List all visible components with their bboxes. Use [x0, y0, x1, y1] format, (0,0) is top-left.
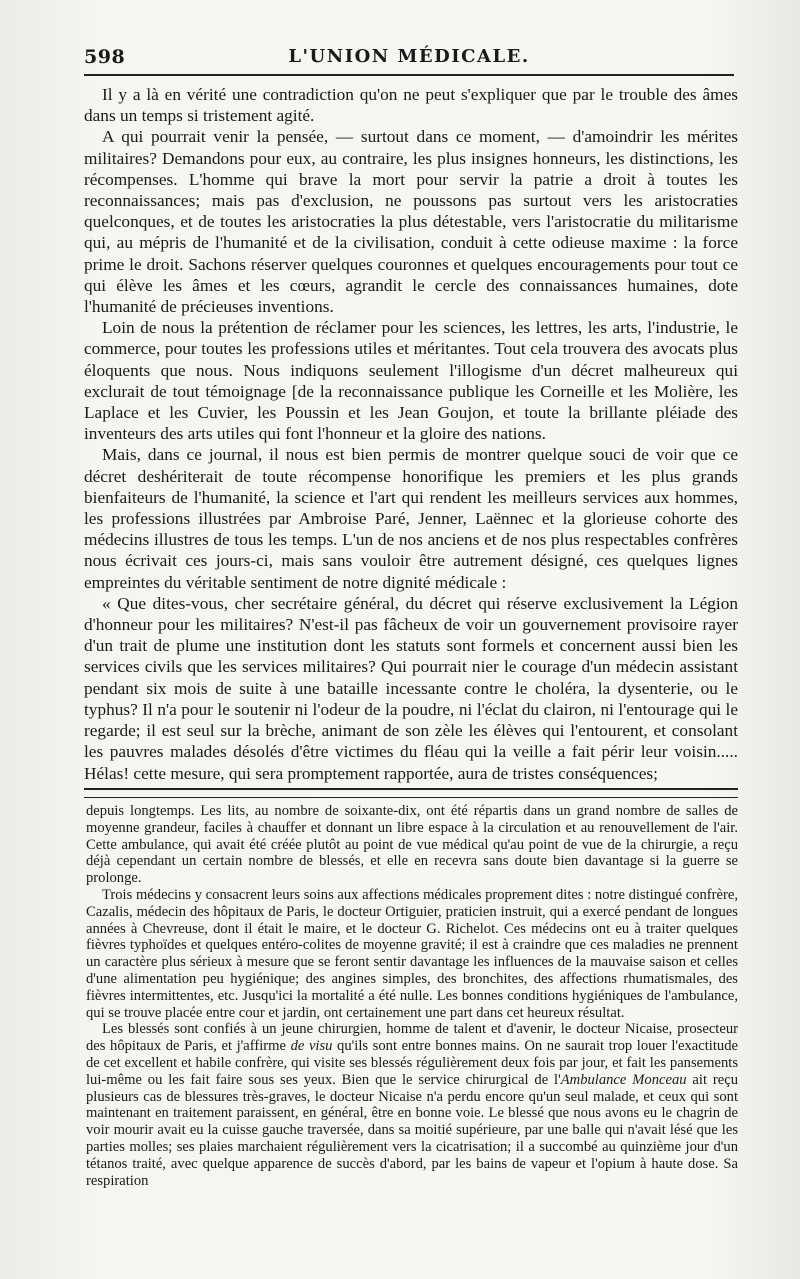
italic-phrase: de visu: [290, 1038, 333, 1055]
paragraph: A qui pourrait venir la pensée, — surtout dans ce moment, — d'amoindrir les mérites militaires? Demandons pour eux, au contraire, les plus insignes honneurs, les distinctions, les récompenses. L'homme qui brave la mort pour servir la patrie a droit à toutes les reconnaissances; mais pas d'exclusion, ne poussons pas surtout vers les aristocraties quelconques, et de toutes les aristocraties la plus détestable, vers l'aristocratie du militarisme qui, au mépris de l'humanité et de la civilisation, conduit à cette odieuse maxime : la force prime le droit. Sachons réserver quelques couronnes et quelques encouragements pour tout ce qui élève les âmes et les cœurs, agrandit le cercle des connaissances humaines, dote l'humanité de précieuses inventions.: [84, 127, 738, 317]
running-title: L'UNION MÉDICALE.: [288, 46, 530, 67]
paragraph: Mais, dans ce journal, il nous est bien permis de montrer quelque souci de voir que ce décret deshériterait de toute récompense honorifique les premiers et les plus grands bienfaiteurs de l'humanité, la science et l'art qui rendent les meilleurs services aux hommes, les professions illustrées par Ambroise Paré, Jenner, Laënnec et la glorieuse cohorte des médecins illustres de tous les temps. L'un de nos anciens et de nos plus respectables confrères nous écrivait ces jours-ci, mais sans vouloir être autrement désigné, ces quelques lignes empreintes du véritable sentiment de notre dignité médicale :: [84, 445, 738, 592]
text-run: ait reçu plusieurs cas de blessures très-graves, le docteur Nicaise n'a perdu encore qu'un seul malade, et ceux qui sont maintenant en traitement paraissent, en général, être en bonne voie. Le blessé que nous avons eu le chagrin de voir mourir avait eu la cuisse gauche traversée, dans sa moitié supérieure, par une balle qui n'avait lésé que les parties molles; ses plaies marchaient régulièrement vers la cicatrisation; il a succombé au quinzième jour d'un tétanos traité, avec quelque apparence de succès d'abord, par les bains de vapeur et l'opium à haute dose. Sa respiration: [86, 1071, 738, 1189]
paragraph: Loin de nous la prétention de réclamer pour les sciences, les lettres, les arts, l'industrie, le commerce, pour toutes les professions utiles et méritantes. Tout cela trouvera des avocats plus éloquents que nous. Nous indiquons seulement l'illogisme d'un décret malheureux qui exclurait de tout témoignage [de la reconnaissance publique les Corneille et les Molière, les Laplace et les Cuvier, les Poussin et les Jean Goujon, et toute la brillante pléiade des inventeurs des arts utiles qui font l'honneur et la gloire des nations.: [84, 318, 738, 444]
paragraph: Il y a là en vérité une contradiction qu'on ne peut s'expliquer que par le trouble des âmes dans un temps si tristement agité.: [84, 85, 738, 126]
text-run: qu'ils sont entre bonnes mains. On ne saurait trop louer l'exactitude de cet excellent et habile confrère, qui visite ses blessés régulièrement deux fois par jour, et fait les pansements lui-même ou les fait faire sous ses yeux. Bien que le service chirurgical de l': [86, 1038, 738, 1088]
paragraph: [86, 1021, 738, 1189]
section-divider: [84, 788, 738, 798]
italic-phrase: Ambulance Monceau: [560, 1071, 687, 1088]
feuilleton-text: [86, 803, 738, 1189]
paragraph: depuis longtemps. Les lits, au nombre de soixante-dix, ont été répartis dans un grand nombre de salles de moyenne grandeur, faciles à chauffer et donnant un libre espace à la circulation et au renouvellement de l'air. Cette ambulance, qui avait été créée plutôt au point de vue médical qu'au point de vue de la chirurgie, a reçu déjà cependant un certain nombre de blessés, et elle en recevra sans doute bien davantage si la guerre se prolonge.: [86, 803, 738, 887]
paragraph: Trois médecins y consacrent leurs soins aux affections médicales proprement dites : notre distingué confrère, Cazalis, médecin des hôpitaux de Paris, le docteur Ortiguier, praticien instruit, qui a exercé pendant de longues années à Chevreuse, dont il était le maire, et le docteur G. Richelot. Ces médecins ont eu à traiter quelques fièvres typhoïdes et quelques entéro-colites de moyenne gravité; il est à craindre que ces maladies ne prennent un caractère plus sérieux à mesure que se feront sentir davantage les influences de la mauvaise saison et celles d'une alimentation peu hygiénique; des angines simples, des bronchites, des affections rhumatismales, des fièvres intermittentes, etc. Jusqu'ici la mortalité a été nulle. Les bonnes conditions hygiéniques de l'ambulance, qui se trouve placée entre cour et jardin, ont certainement une part dans cet heureux résultat.: [86, 886, 738, 1021]
paragraph: « Que dites-vous, cher secrétaire général, du décret qui réserve exclusivement la Légion d'honneur pour les militaires? N'est-il pas fâcheux de voir un gouvernement provisoire rayer d'un trait de plume une institution dont les statuts sont formels et concernent aussi bien les services civils que les services militaires? Qui pourrait nier le courage d'un médecin assistant pendant six mois de suite à une bataille incessante contre le choléra, la dysenterie, ou le typhus? Il n'a pour le soutenir ni l'odeur de la poudre, ni l'éclat du clairon, ni l'entourage qui le regarde; il est seul sur la brèche, animant de son zèle les élèves qui l'entourent, et consolant les pauvres malades désolés d'être victimes du fléau qui la veille a fait périr leur voisin..... Hélas! cette mesure, qui sera promptement rapportée, aura de tristes conséquences;: [84, 593, 738, 783]
page-header: [84, 44, 734, 76]
page-number: 598: [84, 46, 126, 68]
text-run: Les blessés sont confiés à un jeune chirurgien, homme de talent et d'avenir, le docteur Nicaise, prosecteur des hôpitaux de Paris, et j'affirme: [86, 1021, 738, 1055]
main-article-text: [84, 84, 738, 784]
